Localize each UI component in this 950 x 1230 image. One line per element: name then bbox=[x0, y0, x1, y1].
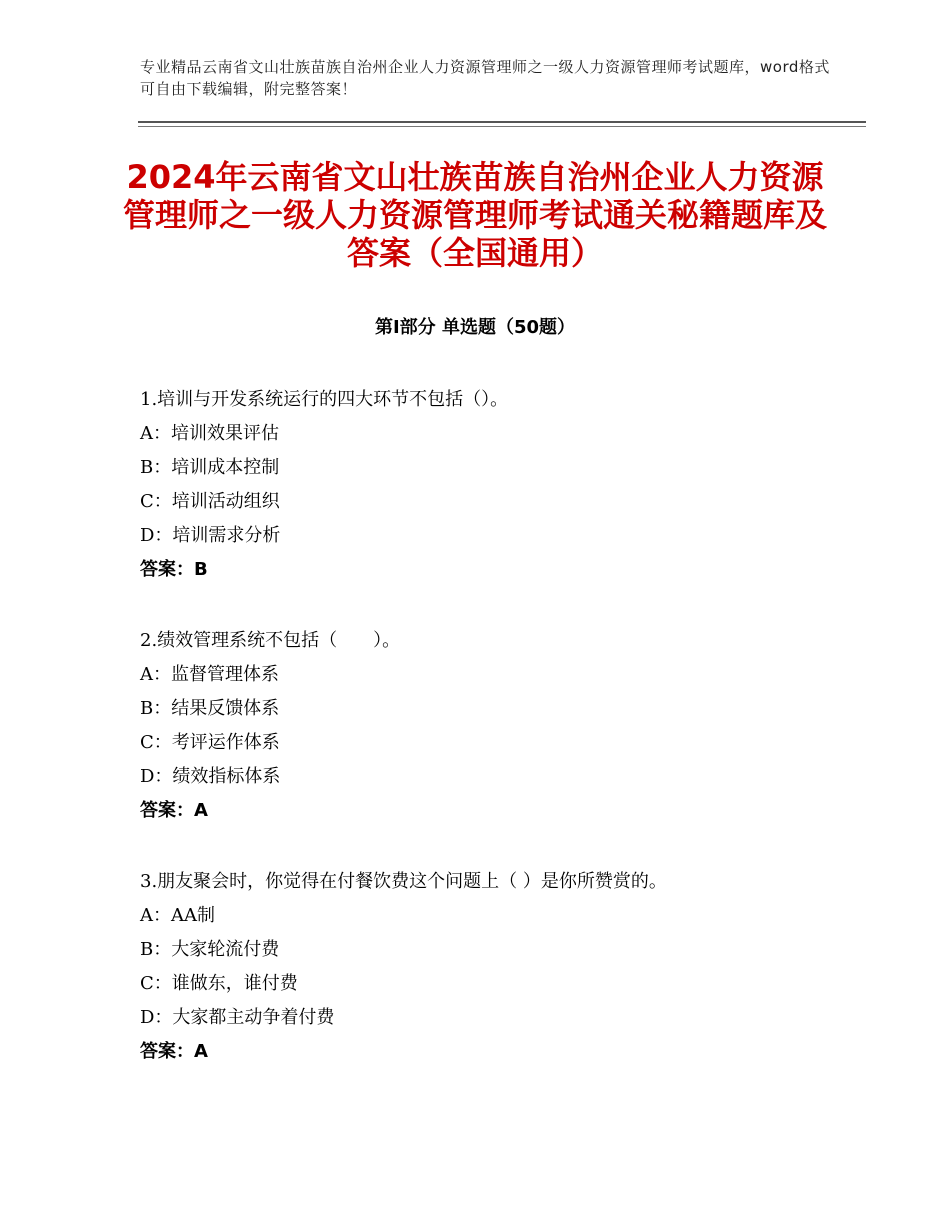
document-title: 2024年云南省文山壮族苗族自治州企业人力资源管理师之一级人力资源管理师考试通关秘籍题库及答案（全国通用） bbox=[122, 158, 827, 272]
option-c: C：谁做东，谁付费 bbox=[140, 973, 298, 994]
question-3 bbox=[140, 865, 840, 1069]
option-d: D：培训需求分析 bbox=[140, 525, 281, 546]
question-list bbox=[140, 383, 840, 1106]
option-a: A：监督管理体系 bbox=[140, 664, 279, 685]
option-d: D：大家都主动争着付费 bbox=[140, 1007, 335, 1028]
question-stem: 2.绩效管理系统不包括（ ）。 bbox=[140, 630, 401, 651]
header-note: 专业精品云南省文山壮族苗族自治州企业人力资源管理师之一级人力资源管理师考试题库，word格式可自由下载编辑，附完整答案！ bbox=[140, 58, 830, 98]
option-c: C：培训活动组织 bbox=[140, 491, 280, 512]
option-a: A：培训效果评估 bbox=[140, 423, 279, 444]
question-stem: 1.培训与开发系统运行的四大环节不包括（）。 bbox=[140, 389, 509, 410]
question-stem: 3.朋友聚会时，你觉得在付餐饮费这个问题上（ ）是你所赞赏的。 bbox=[140, 871, 667, 892]
option-b: B：培训成本控制 bbox=[140, 457, 280, 478]
answer: 答案：B bbox=[140, 559, 208, 580]
section-heading: 第Ⅰ部分 单选题（50题） bbox=[374, 317, 575, 338]
header-rule-thin bbox=[138, 126, 866, 127]
option-b: B：大家轮流付费 bbox=[140, 939, 280, 960]
header-rule-thick bbox=[138, 121, 866, 123]
question-2 bbox=[140, 624, 840, 828]
answer: 答案：A bbox=[140, 800, 208, 821]
option-b: B：结果反馈体系 bbox=[140, 698, 280, 719]
answer: 答案：A bbox=[140, 1041, 208, 1062]
option-d: D：绩效指标体系 bbox=[140, 766, 281, 787]
question-1 bbox=[140, 383, 840, 587]
option-a: A：AA制 bbox=[140, 905, 215, 926]
option-c: C：考评运作体系 bbox=[140, 732, 280, 753]
